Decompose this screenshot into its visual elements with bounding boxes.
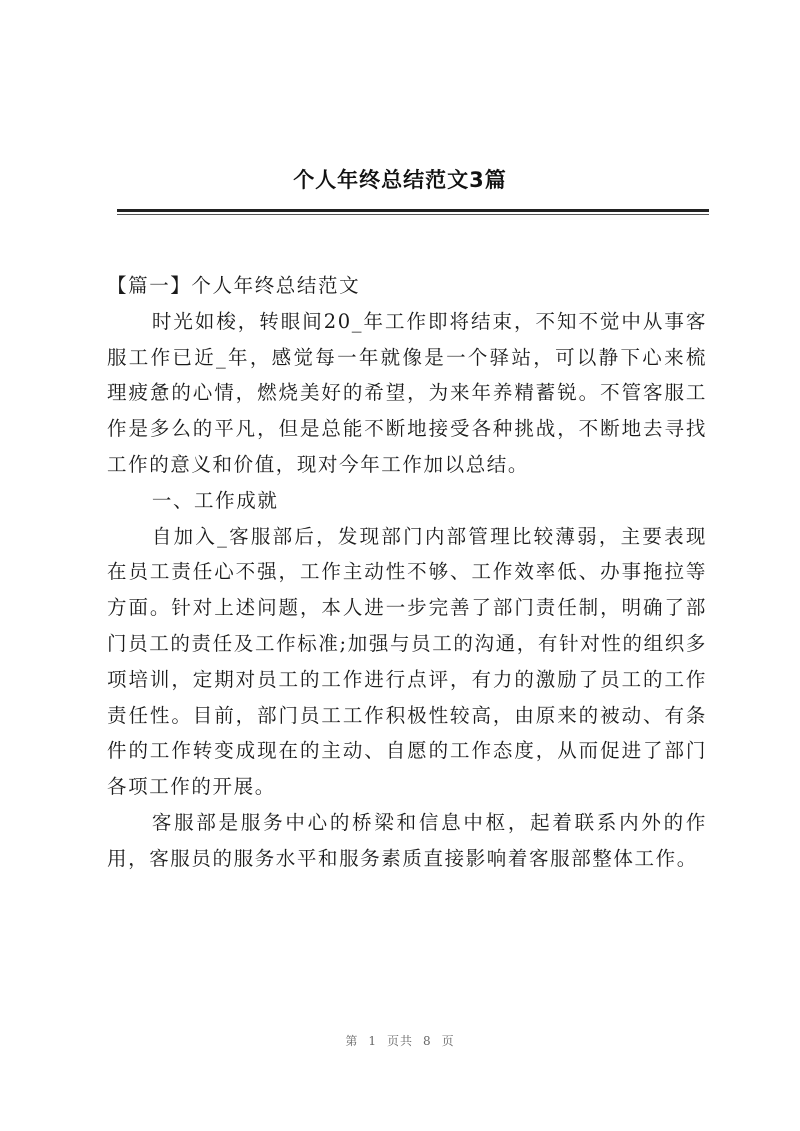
page-label-suffix: 页	[441, 1034, 455, 1048]
section-heading: 【篇一】个人年终总结范文	[107, 274, 361, 297]
title-divider	[117, 209, 709, 212]
total-pages-number: 8	[423, 1034, 432, 1048]
document-body	[107, 268, 707, 877]
current-page-number: 1	[368, 1034, 377, 1048]
paragraph: 时光如梭，转眼间20_年工作即将结束，不知不觉中从事客服工作已近_年，感觉每一年就像是一个驿站，可以静下心来梳理疲惫的心情，燃烧美好的希望，为来年养精蓄锐。不管客服工作是多么的平凡，但是总能不断地接受各种挑战，不断地去寻找工作的意义和价值，现对今年工作加以总结。	[107, 309, 707, 476]
page-label-prefix: 第	[345, 1034, 359, 1048]
page-label-mid: 页共	[386, 1034, 413, 1048]
page-footer	[0, 1032, 800, 1049]
document-title: 个人年终总结范文3篇	[293, 168, 507, 192]
paragraph: 自加入_客服部后，发现部门内部管理比较薄弱，主要表现在员工责任心不强，工作主动性不够、工作效率低、办事拖拉等方面。针对上述问题，本人进一步完善了部门责任制，明确了部门员工的责任及工作标准;加强与员工的沟通，有针对性的组织多项培训，定期对员工的工作进行点评，有力的激励了员工的工作责任性。目前，部门员工工作积极性较高，由原来的被动、有条件的工作转变成现在的主动、自愿的工作态度，从而促进了部门各项工作的开展。	[107, 524, 707, 799]
subsection-heading: 一、工作成就	[151, 488, 279, 512]
title-divider-thin	[117, 214, 709, 215]
paragraph: 客服部是服务中心的桥梁和信息中枢，起着联系内外的作用，客服员的服务水平和服务素质直接影响着客服部整体工作。	[107, 810, 707, 870]
